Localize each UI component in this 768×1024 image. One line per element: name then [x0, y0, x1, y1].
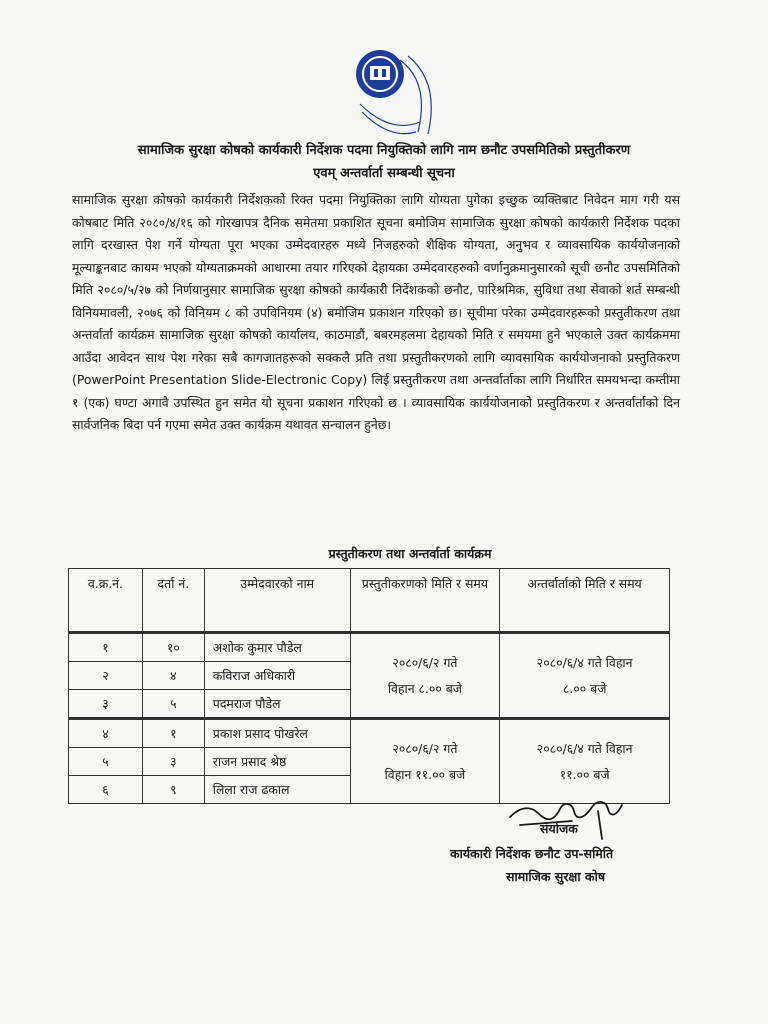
- candidate-name-cell: अशोक कुमार पौडेल: [204, 633, 350, 662]
- notice-body-paragraph: सामाजिक सुरक्षा कोषको कार्यकारी निर्देशकको रिक्त पदमा नियुक्तिका लागि योग्यता पुगेका इच्छुक व्यक्तिबाट निवेदन माग गरी यस कोषबाट मिति २०८०/४/१६ को गोरखापत्र दैनिक समेतमा प्रकाशित सूचना बमोजिम सामाजिक सुरक्षा कोषको कार्यकारी निर्देशक पदका लागि दरखास्त पेश गर्ने योग्यता पूरा भएका उम्मेदवारहरु मध्ये निजहरुको शैक्षिक योग्यता, अनुभव र व्यावसायिक कार्ययोजनाको मूल्याङ्कनबाट कायम भएको योग्यताक्रमको आधारमा तयार गरिएको देहायका उम्मेदवारहरुको वर्णानुक्रमानुसारको सूची छनौट उपसमितिको मिति २०८०/५/२७ को निर्णयानुसार सामाजिक सुरक्षा कोषको कार्यकारी निर्देशकको छनौट, पारिश्रमिक, सुविधा तथा सेवाको शर्त सम्बन्धी विनियमावली, २०७६ को विनियम ८ को उपविनियम (४) बमोजिम प्रकाशन गरिएको छ। सूचीमा परेका उम्मेदवारहरूको प्रस्तुतीकरण तथा अन्तर्वार्ता कार्यक्रम सामाजिक सुरक्षा कोषको कार्यालय, काठमाडौं, बबरमहलमा देहायको मिति र समयमा हुने भएकाले उक्त कार्यक्रममा आउँदा आवेदन साथ पेश गरेका सबै कागजातहरूको सक्कलै प्रति तथा प्रस्तुतीकरणको लागि व्यावसायिक कार्ययोजनाको प्रस्तुतिकरण (PowerPoint Presentation Slide-Electronic Copy) लिई प्रस्तुतीकरण तथा अन्तर्वार्ताका लागि निर्धारित समयभन्दा कम्तीमा १ (एक) घण्टा अगावै उपस्थित हुन समेत यो सूचना प्रकाशन गरिएको छ । व्यावसायिक कार्ययोजनाको प्रस्तुतिकरण र अन्तर्वार्ताको दिन सार्वजनिक बिदा पर्न गएमा समेत उक्त कार्यक्रम यथावत सन्चालन हुनेछ।: [72, 192, 680, 432]
- notice-title-line-1: सामाजिक सुरक्षा कोषको कार्यकारी निर्देशक पदमा नियुक्तिको लागि नाम छनौट उपसमितिको प्रस्तुतीकरण: [137, 143, 631, 158]
- organization-name: सामाजिक सुरक्षा कोष: [506, 869, 606, 884]
- committee-name: कार्यकारी निर्देशक छनौट उप-समिति: [450, 846, 614, 861]
- presentation-time-cell: [350, 633, 500, 719]
- schedule-header-row: [69, 569, 670, 633]
- header-registration: दर्ता नं.: [142, 569, 204, 633]
- interview-time: ११.०० बजे: [559, 766, 610, 782]
- presentation-date: २०८०/६/२ गते: [392, 740, 458, 756]
- schedule-title: प्रस्तुतीकरण तथा अन्तर्वार्ता कार्यक्रम: [328, 546, 492, 561]
- table-row: [69, 633, 670, 662]
- serial-cell: ५: [69, 748, 143, 776]
- serial-cell: ४: [69, 719, 143, 748]
- signatory-role: संयोजक: [540, 821, 578, 836]
- interview-time: ८.०० बजे: [562, 680, 607, 696]
- candidate-name-cell: पदमराज पौडेल: [204, 690, 350, 719]
- header-interview-datetime: अन्तर्वार्ताको मिति र समय: [500, 569, 670, 633]
- interview-date: २०८०/६/४ गते विहान: [536, 740, 633, 756]
- registration-cell: ५: [142, 690, 204, 719]
- presentation-date: २०८०/६/२ गते: [392, 654, 458, 670]
- table-row: [69, 719, 670, 748]
- serial-cell: १: [69, 633, 143, 662]
- presentation-time: विहान ११.०० बजे: [384, 766, 466, 782]
- registration-cell: ३: [142, 748, 204, 776]
- interview-date: २०८०/६/४ गते विहान: [536, 654, 633, 670]
- presentation-time-cell: [350, 719, 500, 804]
- candidate-name-cell: प्रकाश प्रसाद पोखरेल: [204, 719, 350, 748]
- candidate-name-cell: लिला राज ढकाल: [204, 776, 350, 804]
- interview-time-cell: [500, 633, 670, 719]
- serial-cell: ३: [69, 690, 143, 719]
- serial-cell: २: [69, 662, 143, 690]
- interview-time-cell: [500, 719, 670, 804]
- registration-cell: ४: [142, 662, 204, 690]
- header-presentation-datetime: प्रस्तुतीकरणको मिति र समय: [350, 569, 500, 633]
- registration-cell: ९: [142, 776, 204, 804]
- header-serial: व.क्र.नं.: [69, 569, 143, 633]
- candidate-name-cell: कविराज अधिकारी: [204, 662, 350, 690]
- registration-cell: १: [142, 719, 204, 748]
- notice-title-line-2: एवम् अन्तर्वार्ता सम्बन्धी सूचना: [313, 166, 455, 181]
- candidate-name-cell: राजन प्रसाद श्रेष्ठ: [204, 748, 350, 776]
- serial-cell: ६: [69, 776, 143, 804]
- presentation-time: विहान ८.०० बजे: [387, 680, 462, 696]
- header-candidate-name: उम्मेदवारको नाम: [204, 569, 350, 633]
- registration-cell: १०: [142, 633, 204, 662]
- schedule-table: [68, 568, 670, 804]
- social-security-fund-logo: [350, 42, 446, 138]
